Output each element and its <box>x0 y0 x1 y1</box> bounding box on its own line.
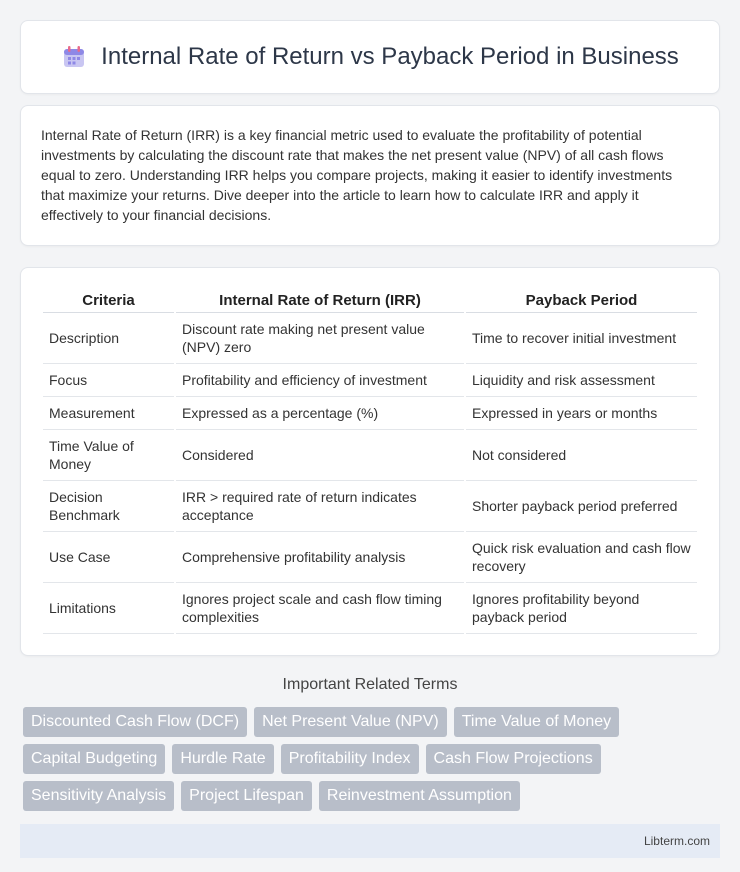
related-terms-section <box>20 676 720 811</box>
table-cell: Liquidity and risk assessment <box>466 364 697 397</box>
table-cell: Discount rate making net present value (NPV) zero <box>176 313 464 364</box>
table-cell: Description <box>43 313 174 364</box>
table-cell: Measurement <box>43 397 174 430</box>
tag-hurdle-rate[interactable]: Hurdle Rate <box>172 744 273 774</box>
table-cell: Shorter payback period preferred <box>466 481 697 532</box>
table-row <box>43 430 697 481</box>
table-cell: Expressed as a percentage (%) <box>176 397 464 430</box>
tag-cash-flow-projections[interactable]: Cash Flow Projections <box>426 744 601 774</box>
table-cell: Use Case <box>43 532 174 583</box>
table-cell: Ignores project scale and cash flow timing complexities <box>176 583 464 634</box>
table-cell: Not considered <box>466 430 697 481</box>
table-cell: Focus <box>43 364 174 397</box>
table-cell: Quick risk evaluation and cash flow recovery <box>466 532 697 583</box>
tag-reinvestment-assumption[interactable]: Reinvestment Assumption <box>319 781 520 811</box>
title-card <box>20 20 720 94</box>
table-cell: Time Value of Money <box>43 430 174 481</box>
table-header-row <box>43 288 697 313</box>
footer <box>20 824 720 858</box>
header-payback: Payback Period <box>466 288 697 313</box>
related-terms-title: Important Related Terms <box>282 676 458 693</box>
tag-npv[interactable]: Net Present Value (NPV) <box>254 707 447 737</box>
table-cell: Time to recover initial investment <box>466 313 697 364</box>
table-cell: Expressed in years or months <box>466 397 697 430</box>
tag-sensitivity-analysis[interactable]: Sensitivity Analysis <box>23 781 174 811</box>
table-row <box>43 532 697 583</box>
table-cell: Profitability and efficiency of investment <box>176 364 464 397</box>
tag-dcf[interactable]: Discounted Cash Flow (DCF) <box>23 707 247 737</box>
comparison-table <box>41 288 699 634</box>
table-cell: Considered <box>176 430 464 481</box>
header-irr: Internal Rate of Return (IRR) <box>176 288 464 313</box>
table-cell: Comprehensive profitability analysis <box>176 532 464 583</box>
table-row <box>43 313 697 364</box>
calendar-icon <box>61 44 87 70</box>
table-row <box>43 397 697 430</box>
header-criteria: Criteria <box>43 288 174 313</box>
tag-profitability-index[interactable]: Profitability Index <box>281 744 419 774</box>
intro-paragraph <box>20 105 720 246</box>
table-cell: Decision Benchmark <box>43 481 174 532</box>
footer-site-link[interactable]: Libterm.com <box>643 834 710 848</box>
tag-capital-budgeting[interactable]: Capital Budgeting <box>23 744 165 774</box>
page-title: Internal Rate of Return vs Payback Period in Business <box>101 43 679 70</box>
comparison-table-card <box>20 267 720 656</box>
table-row <box>43 481 697 532</box>
table-cell: Limitations <box>43 583 174 634</box>
table-cell: IRR > required rate of return indicates acceptance <box>176 481 464 532</box>
tag-time-value-of-money[interactable]: Time Value of Money <box>454 707 619 737</box>
table-row <box>43 364 697 397</box>
related-terms-tags <box>20 707 720 811</box>
tag-project-lifespan[interactable]: Project Lifespan <box>181 781 312 811</box>
table-row <box>43 583 697 634</box>
table-cell: Ignores profitability beyond payback period <box>466 583 697 634</box>
intro-text: Internal Rate of Return (IRR) is a key financial metric used to evaluate the profitability of potential investments by calculating the discount rate that makes the net present value (NPV) of all cash flows equal to zero. Understanding IRR helps you compare projects, making it easier to identify investments that maximize your returns. Dive deeper into the article to learn how to calculate IRR and apply it effectively to your financial decisions. <box>41 127 673 223</box>
